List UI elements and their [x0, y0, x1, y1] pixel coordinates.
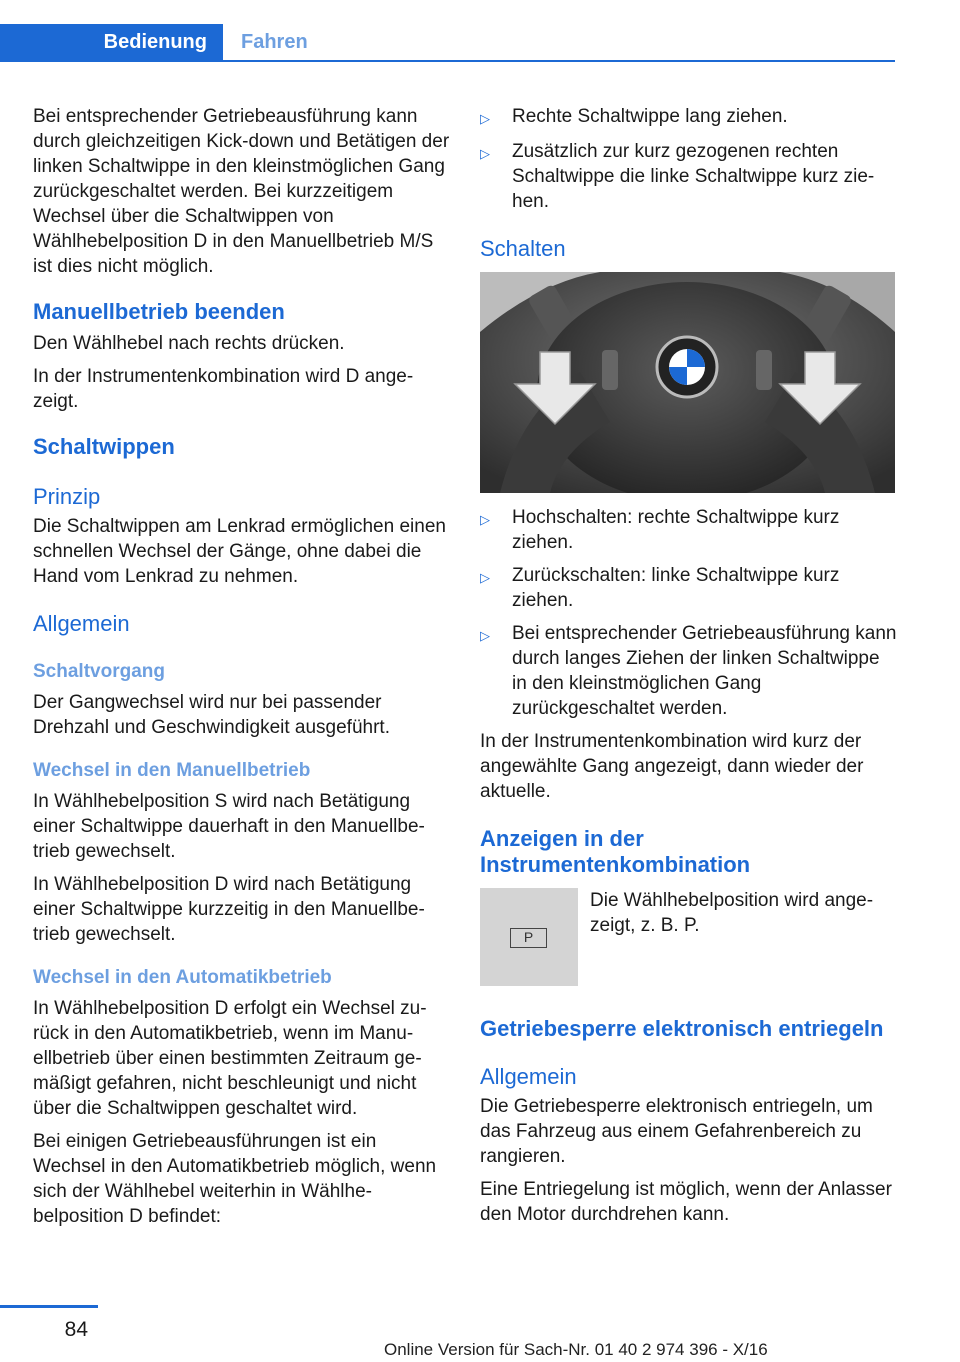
heading-schaltvorgang: Schaltvorgang	[33, 661, 165, 682]
schaltvorgang-paragraph: Der Gangwechsel wird nur bei passender Drehzahl und Geschwindigkeit ausgeführt.	[33, 692, 390, 738]
triangle-right-icon: ▷	[480, 570, 490, 585]
steering-wheel-image	[480, 272, 895, 493]
sperre-paragraph-1: Die Getriebesperre elektronisch entriegeln, um das Fahrzeug aus einem Gefahrenbereich zu rangieren.	[480, 1096, 873, 1167]
gear-indicator: P	[510, 928, 547, 948]
prinzip-paragraph: Die Schaltwippen am Lenkrad ermöglichen einen schnellen Wechsel der Gänge, ohne dabei die Hand vom Lenkrad zu nehmen.	[33, 516, 446, 587]
heading-schalten: Schalten	[480, 236, 566, 261]
auto-paragraph-2: Bei einigen Getriebeausführungen ist ein Wechsel in den Automatikbetrieb möglich, wenn sich der Wählhebel weiterhin in Wählhebelposition D befindet:	[33, 1131, 437, 1227]
heading-wechsel-automatikbetrieb: Wechsel in den Automatikbetrieb	[33, 967, 332, 988]
manuell-paragraph-2: In Wählhebelposition D wird nach Betätigung einer Schaltwippe kurzzeitig in den Manuellbetrieb gewechselt.	[33, 874, 425, 945]
chapter-tabs	[0, 24, 895, 62]
beenden-paragraph-2: In der Instrumentenkombination wird D angezeigt.	[33, 366, 414, 412]
triangle-right-icon: ▷	[480, 512, 490, 527]
manuell-paragraph-1: In Wählhebelposition S wird nach Betätigung einer Schaltwippe dauerhaft in den Manuellbetrieb gewechselt.	[33, 791, 425, 862]
instrument-display-image	[480, 888, 578, 986]
heading-wechsel-manuellbetrieb: Wechsel in den Manuellbetrieb	[33, 760, 311, 781]
list-item: ▷ Hochschalten: rechte Schaltwippe kurz ziehen.	[480, 507, 840, 553]
list-item: ▷ Bei entsprechender Getriebeausführung kann durch langes Ziehen der linken Schaltwippe in den kleinstmöglichen Gang zurückgeschaltet werden.	[480, 623, 897, 719]
sperre-paragraph-2: Eine Entriegelung ist möglich, wenn der Anlasser den Motor durchdrehen kann.	[480, 1179, 892, 1225]
heading-prinzip: Prinzip	[33, 484, 101, 509]
heading-allgemein: Allgemein	[33, 611, 130, 636]
display-example	[480, 888, 898, 986]
list-item: ▷ Zurückschalten: linke Schaltwippe kurz ziehen.	[480, 565, 840, 611]
heading-getriebesperre: Getriebesperre elektronisch entriegeln	[480, 1016, 884, 1041]
auto-paragraph-1: In Wählhebelposition D erfolgt ein Wechsel zurück in den Automatikbetrieb, wenn im Manuellbetrieb über einen bestimmten Zeitraum gemäßigt gefahren, nicht beschleunigt und nicht über die Schaltwippen geschaltet wird.	[33, 998, 427, 1119]
anzeigen-paragraph: Die Wählhebelposition wird angezeigt, z. B. P.	[590, 890, 874, 936]
left-column	[33, 104, 451, 1237]
triangle-right-icon: ▷	[480, 628, 490, 643]
triangle-right-icon: ▷	[480, 111, 490, 126]
heading-allgemein-2: Allgemein	[480, 1064, 577, 1089]
footer-divider	[0, 1305, 98, 1308]
tab-bedienung[interactable]: Bedienung	[0, 24, 223, 60]
triangle-right-icon: ▷	[480, 146, 490, 161]
beenden-paragraph-1: Den Wählhebel nach rechts drücken.	[33, 333, 345, 354]
heading-anzeigen: Anzeigen in der Instrumentenkombination	[480, 826, 751, 877]
heading-schaltwippen: Schaltwippen	[33, 434, 175, 459]
list-item: ▷ Rechte Schaltwippe lang ziehen.	[480, 104, 898, 131]
tab-fahren[interactable]: Fahren	[241, 30, 308, 53]
page-number: 84	[64, 1318, 88, 1341]
online-version-note: Online Version für Sach-Nr. 01 40 2 974 396 - X/16	[384, 1340, 768, 1359]
right-column	[480, 104, 898, 1235]
heading-manuellbetrieb-beenden: Manuellbetrieb beenden	[33, 299, 285, 324]
header-divider	[0, 60, 895, 62]
intro-paragraph: Bei entsprechender Getriebeausführung kann durch gleichzeitigen Kick-down und Betätigen der linken Schaltwippe in den kleinstmöglichen Gang zurückgeschaltet werden. Bei kurzzeitigem Wechsel über die Schaltwippen von Wählhebelposition D in den Manuellbetrieb M/S ist dies nicht möglich.	[33, 106, 450, 277]
schalten-paragraph: In der Instrumentenkombination wird kurz der angewählte Gang angezeigt, dann wieder der aktuelle.	[480, 731, 864, 802]
list-item: ▷ Zusätzlich zur kurz gezogenen rechten Schaltwippe die linke Schaltwippe kurz ziehen.	[480, 141, 875, 212]
